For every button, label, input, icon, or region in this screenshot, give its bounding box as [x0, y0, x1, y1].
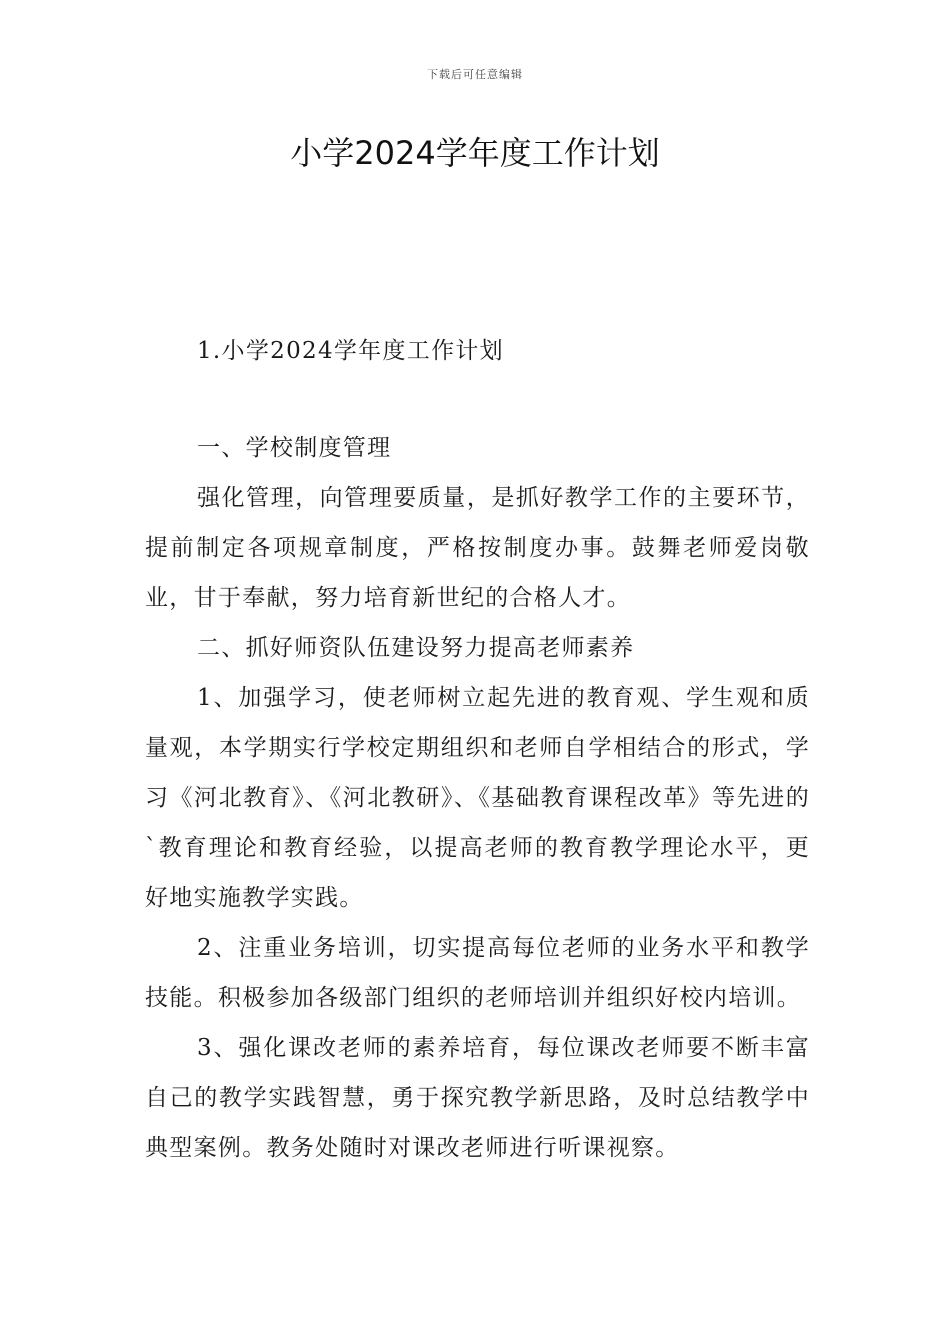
document-body [145, 423, 810, 1173]
section-paragraph-1: 强化管理，向管理要质量，是抓好教学工作的主要环节，提前制定各项规章制度，严格按制度办事。鼓舞老师爱岗敬业，甘于奉献，努力培育新世纪的合格人才。 [145, 485, 810, 611]
section-heading-1: 一、学校制度管理 [197, 435, 392, 461]
document-subtitle: 1.小学2024学年度工作计划 [197, 338, 504, 364]
list-item-2: 2、注重业务培训，切实提高每位老师的业务水平和教学技能。积极参加各级部门组织的老师培训并组织好校内培训。 [145, 935, 810, 1011]
list-item-1: 1、加强学习，使老师树立起先进的教育观、学生观和质量观，本学期实行学校定期组织和老师自学相结合的形式，学习《河北教育》、《河北教研》、《基础教育课程改革》等先进的`教育理论和教育经验，以提高老师的教育教学理论水平，更好地实施教学实践。 [145, 685, 810, 911]
list-item-3: 3、强化课改老师的素养培育，每位课改老师要不断丰富自己的教学实践智慧，勇于探究教学新思路，及时总结教学中典型案例。教务处随时对课改老师进行听课视察。 [145, 1035, 810, 1161]
document-title: 小学2024学年度工作计划 [290, 134, 660, 172]
document-subtitle-block [145, 326, 810, 376]
header-note: 下载后可任意编辑 [427, 68, 523, 81]
section-heading-2: 二、抓好师资队伍建设努力提高老师素养 [197, 635, 635, 661]
